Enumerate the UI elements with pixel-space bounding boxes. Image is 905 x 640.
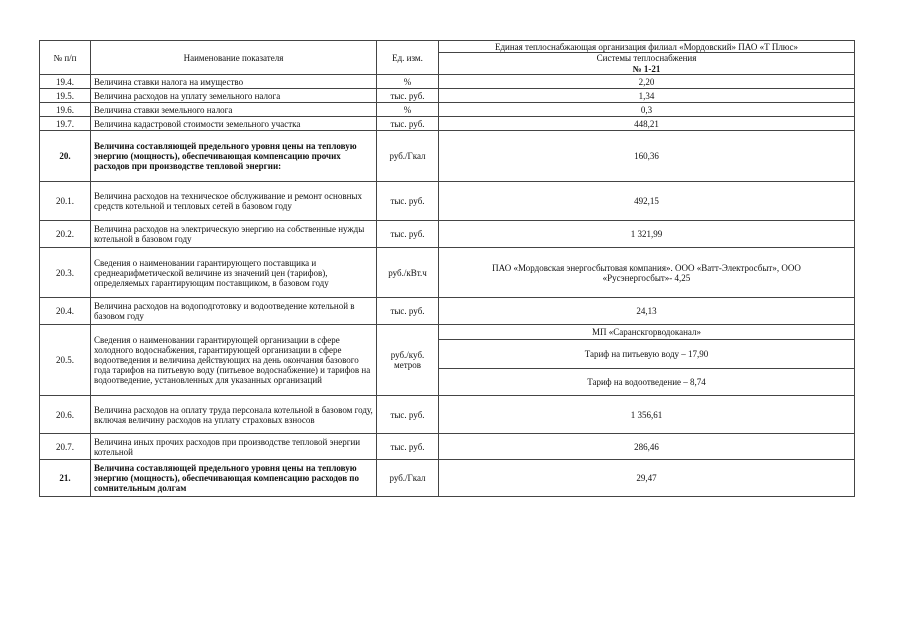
table-row [40, 103, 855, 117]
row-unit: тыс. руб. [377, 182, 439, 221]
row-num: 21. [40, 460, 91, 497]
header-name: Наименование показателя [91, 41, 377, 75]
tariff-table [39, 40, 855, 497]
row-num: 19.6. [40, 103, 91, 117]
row-unit: тыс. руб. [377, 434, 439, 460]
row-unit: тыс. руб. [377, 221, 439, 248]
row-num: 19.7. [40, 117, 91, 131]
row-value: 448,21 [439, 117, 855, 131]
row-value: 160,36 [439, 131, 855, 182]
row-name: Величина составляющей предельного уровня цены на тепловую энергию (мощность), обеспечивающая компенсацию прочих расходов при производстве тепловой энергии: [91, 131, 377, 182]
row-num: 20.3. [40, 248, 91, 298]
row-value: 492,15 [439, 182, 855, 221]
table-row [40, 221, 855, 248]
row-num: 20.6. [40, 396, 91, 434]
row-name: Сведения о наименовании гарантирующей организации в сфере холодного водоснабжения, гарантирующей организации в сфере водоотведения и величина действующих на день окончания базового года тарифов на питьевую воду (питьевое водоснабжение) и тарифов на водоотведение, установленных для указанных организаций [91, 325, 377, 396]
row-num: 20.5. [40, 325, 91, 396]
row-name: Величина расходов на электрическую энергию на собственные нужды котельной в базовом году [91, 221, 377, 248]
row-num: 20.1. [40, 182, 91, 221]
header-systems: Системы теплоснабжения [439, 53, 855, 64]
row-value-water: Тариф на питьевую воду – 17,90 [439, 340, 855, 369]
header-unit: Ед. изм. [377, 41, 439, 75]
table-row [40, 89, 855, 103]
row-unit: руб./кВт.ч [377, 248, 439, 298]
table-row [40, 396, 855, 434]
row-name: Величина расходов на водоподготовку и водоотведение котельной в базовом году [91, 298, 377, 325]
table-row [40, 117, 855, 131]
row-num: 20.2. [40, 221, 91, 248]
row-name: Величина расходов на оплату труда персонала котельной в базовом году, включая величину расходов на уплату страховых взносов [91, 396, 377, 434]
row-name: Сведения о наименовании гарантирующего поставщика и среднеарифметической величине из значений цен (тарифов), определяемых гарантирующим поставщиком, в базовом году [91, 248, 377, 298]
table-row [40, 325, 855, 340]
row-name: Величина кадастровой стоимости земельного участка [91, 117, 377, 131]
row-unit: тыс. руб. [377, 117, 439, 131]
row-name: Величина расходов на техническое обслуживание и ремонт основных средств котельной и тепловых сетей в базовом году [91, 182, 377, 221]
row-unit: % [377, 103, 439, 117]
table-row [40, 460, 855, 497]
row-unit: тыс. руб. [377, 396, 439, 434]
row-unit: руб./Гкал [377, 460, 439, 497]
row-name: Величина иных прочих расходов при производстве тепловой энергии котельной [91, 434, 377, 460]
row-value: 1 321,99 [439, 221, 855, 248]
row-unit: тыс. руб. [377, 298, 439, 325]
row-value: 2,20 [439, 75, 855, 89]
table-row [40, 298, 855, 325]
row-num: 20.4. [40, 298, 91, 325]
table-row [40, 131, 855, 182]
row-value: 1 356,61 [439, 396, 855, 434]
row-name: Величина ставки земельного налога [91, 103, 377, 117]
row-value: 0,3 [439, 103, 855, 117]
row-value-drain: Тариф на водоотведение – 8,74 [439, 369, 855, 396]
table-row [40, 248, 855, 298]
row-unit: руб./Гкал [377, 131, 439, 182]
row-value: 1,34 [439, 89, 855, 103]
row-value-org: МП «Саранскгорводоканал» [439, 325, 855, 340]
row-num: 20. [40, 131, 91, 182]
row-name: Величина ставки налога на имущество [91, 75, 377, 89]
table-row [40, 182, 855, 221]
row-name: Величина составляющей предельного уровня цены на тепловую энергию (мощность), обеспечивающая компенсацию расходов по сомнительным долгам [91, 460, 377, 497]
row-num: 20.7. [40, 434, 91, 460]
table-row [40, 434, 855, 460]
row-unit: тыс. руб. [377, 89, 439, 103]
row-value: 29,47 [439, 460, 855, 497]
row-num: 19.4. [40, 75, 91, 89]
row-num: 19.5. [40, 89, 91, 103]
row-name: Величина расходов на уплату земельного налога [91, 89, 377, 103]
row-value: ПАО «Мордовская энергосбытовая компания». ООО «Ватт-Электросбыт», ООО «Русэнергосбыт»- 4,25 [439, 248, 855, 298]
row-unit: руб./куб. метров [377, 325, 439, 396]
row-value: 286,46 [439, 434, 855, 460]
row-value: 24,13 [439, 298, 855, 325]
table-row [40, 75, 855, 89]
header-system-no: № 1-21 [439, 64, 855, 75]
row-unit: % [377, 75, 439, 89]
header-num: № п/п [40, 41, 91, 75]
header-org: Единая теплоснабжающая организация филиал «Мордовский» ПАО «Т Плюс» [439, 41, 855, 53]
